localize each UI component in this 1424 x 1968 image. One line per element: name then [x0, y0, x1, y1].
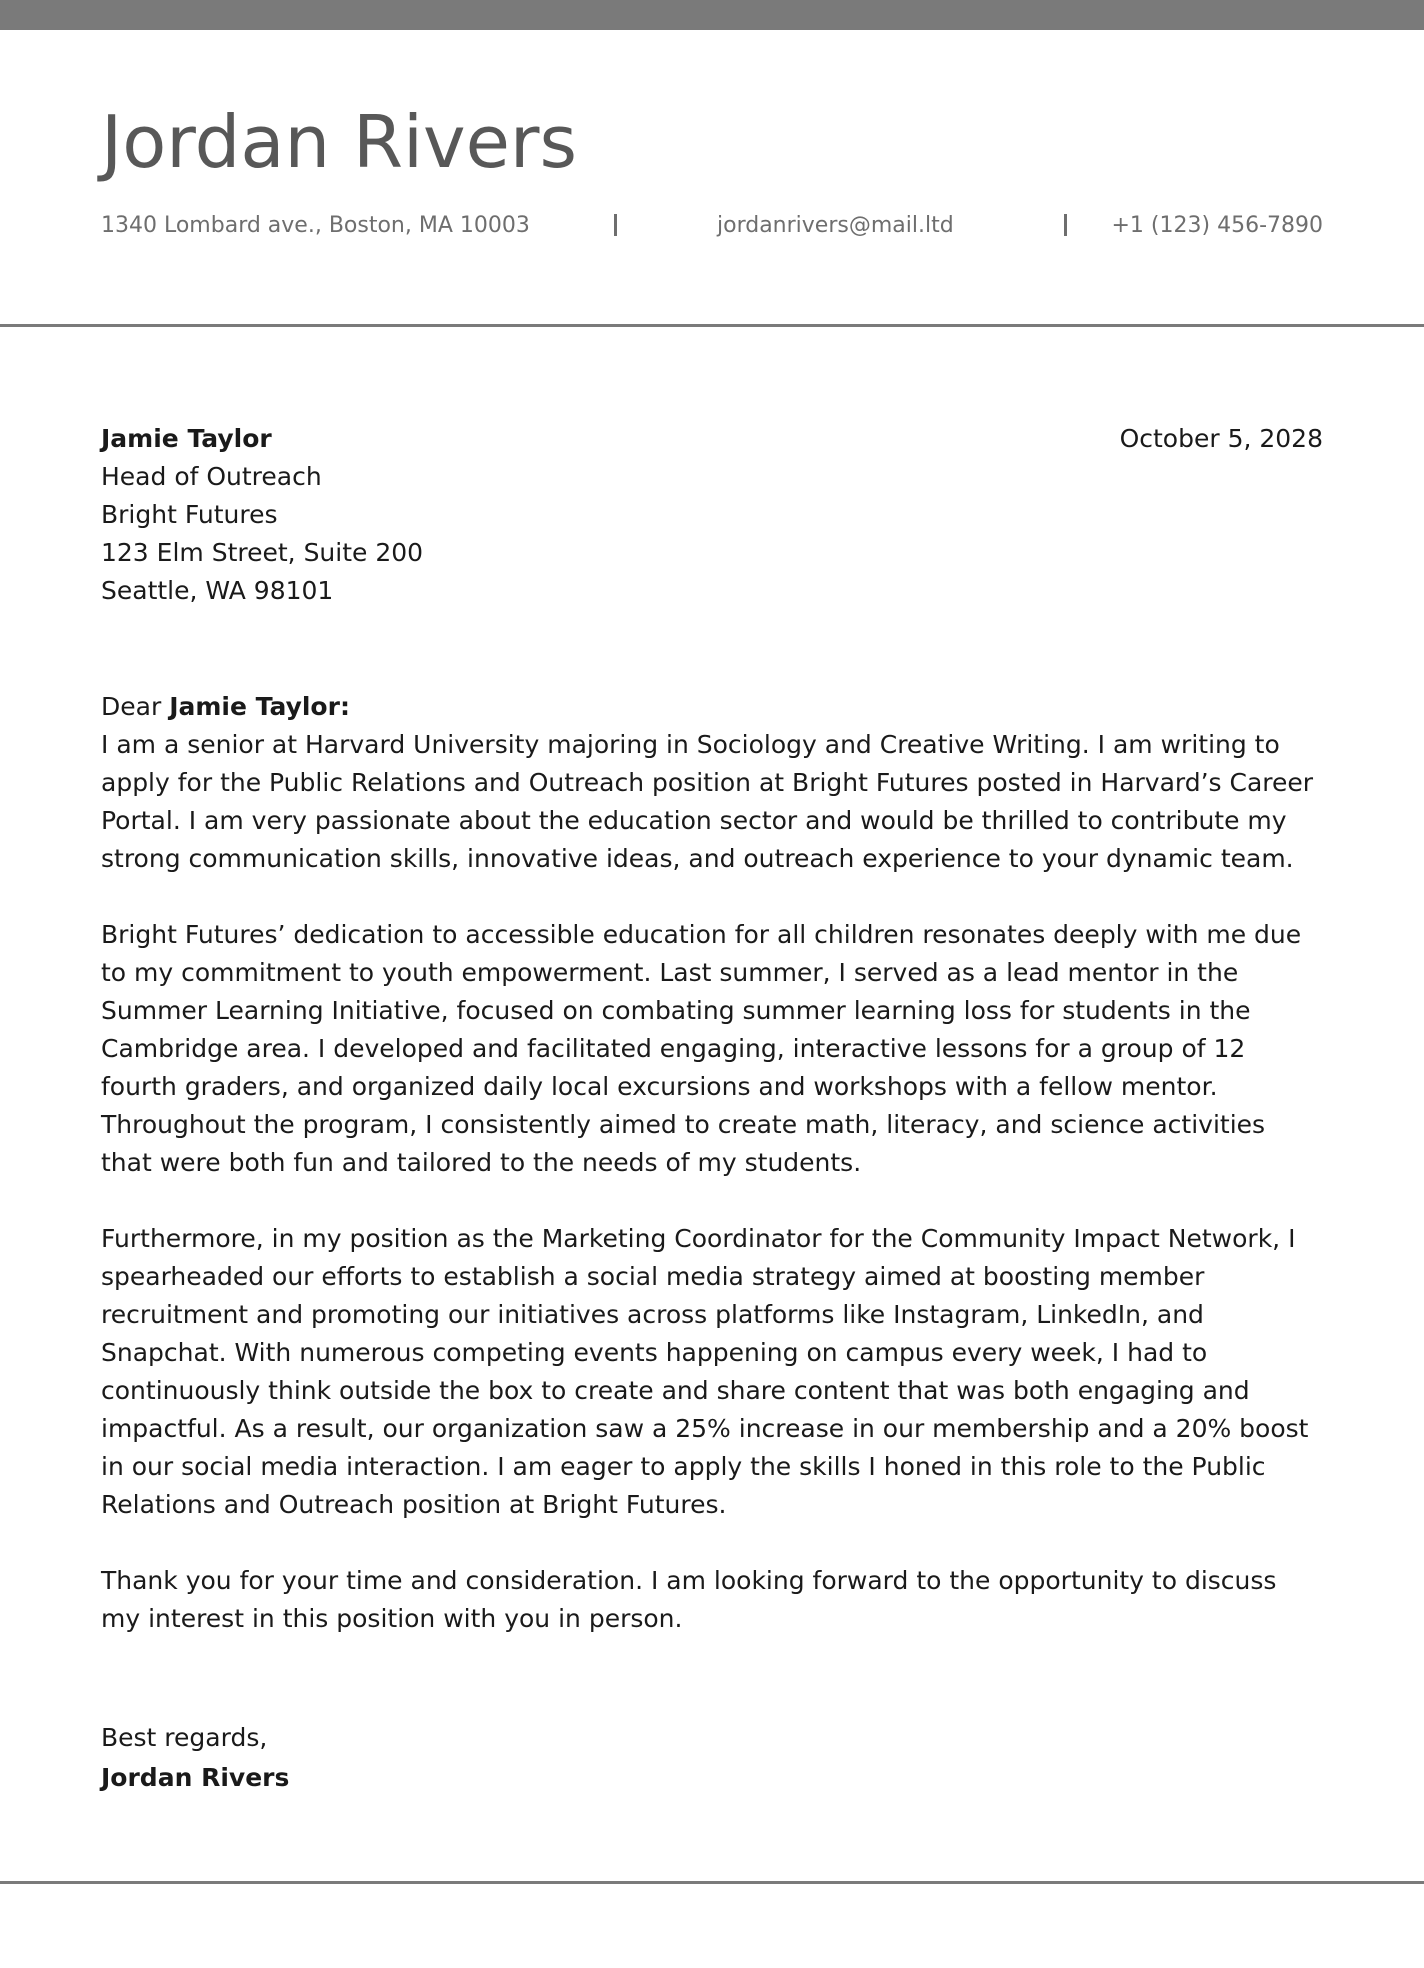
salutation	[101, 688, 1323, 726]
recipient-street: 123 Elm Street, Suite 200	[101, 538, 424, 567]
salutation-name: Jamie Taylor:	[169, 692, 350, 721]
paragraph: Furthermore, in my position as the Marketing Coordinator for the Community Impact Network, I spearheaded our efforts to establish a social media strategy aimed at boosting member recruitment and promoting our initiatives across platforms like Instagram, LinkedIn, and Snapchat. With numerous competing events happening on campus every week, I had to continuously think outside the box to create and share content that was both engaging and impactful. As a result, our organization saw a 25% increase in our membership and a 20% boost in our social media interaction. I am eager to apply the skills I honed in this role to the Public Relations and Outreach position at Bright Futures.	[101, 1224, 1309, 1519]
recipient-title: Head of Outreach	[101, 462, 322, 491]
contact-separator	[1064, 214, 1067, 236]
letter-date: October 5, 2028	[1119, 424, 1323, 453]
salutation-prefix: Dear	[101, 692, 162, 721]
recipient-block	[101, 420, 423, 610]
paragraph: I am a senior at Harvard University majoring in Sociology and Creative Writing. I am writing to apply for the Public Relations and Outreach position at Bright Futures posted in Harvard’s Career Portal. I am very passionate about the education sector and would be thrilled to contribute my strong communication skills, innovative ideas, and outreach experience to your dynamic team.	[101, 730, 1314, 873]
closing-phrase: Best regards,	[101, 1723, 268, 1752]
contact-email: jordanrivers@mail.ltd	[717, 213, 954, 238]
header-divider	[0, 324, 1424, 327]
signature-name: Jordan Rivers	[101, 1763, 290, 1792]
top-accent-bar	[0, 0, 1424, 30]
recipient-company: Bright Futures	[101, 500, 278, 529]
letter-body	[101, 688, 1323, 1676]
closing-block	[101, 1718, 289, 1798]
contact-address: 1340 Lombard ave., Boston, MA 10003	[101, 213, 530, 238]
recipient-city: Seattle, WA 98101	[101, 576, 334, 605]
recipient-name: Jamie Taylor	[101, 424, 272, 453]
applicant-name: Jordan Rivers	[101, 100, 578, 184]
contact-separator	[614, 214, 617, 236]
paragraph: Thank you for your time and consideration. I am looking forward to the opportunity to discuss my interest in this position with you in person.	[101, 1566, 1277, 1633]
contact-phone: +1 (123) 456-7890	[1111, 213, 1323, 238]
paragraph: Bright Futures’ dedication to accessible education for all children resonates deeply with me due to my commitment to youth empowerment. Last summer, I served as a lead mentor in the Summer Learning Initiative, focused on combating summer learning loss for students in the Cambridge area. I developed and facilitated engaging, interactive lessons for a group of 12 fourth graders, and organized daily local excursions and workshops with a fellow mentor. Throughout the program, I consistently aimed to create math, literacy, and science activities that were both fun and tailored to the needs of my students.	[101, 920, 1302, 1177]
footer-divider	[0, 1881, 1424, 1884]
